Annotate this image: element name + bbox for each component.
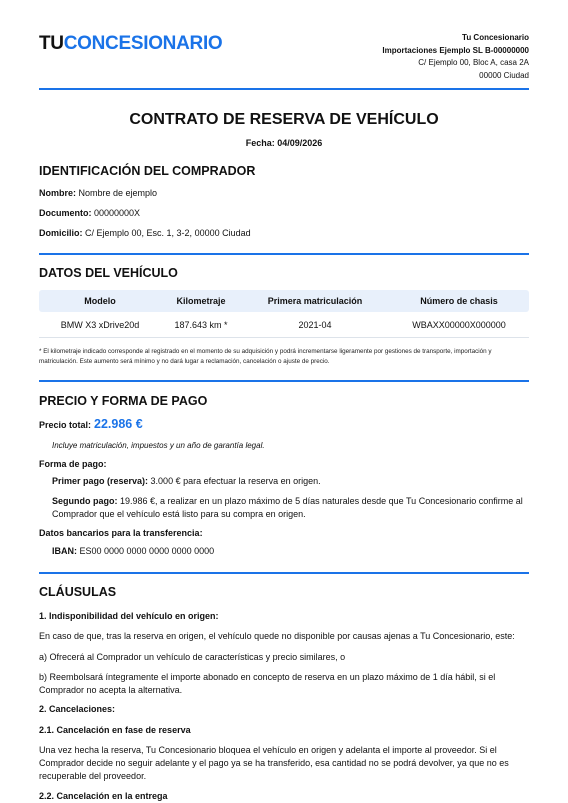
clauses-heading: CLÁUSULAS xyxy=(39,585,117,599)
payment-heading: PRECIO Y FORMA DE PAGO xyxy=(39,394,208,408)
clause-2-1-title: 2.1. Cancelación en fase de reserva xyxy=(39,725,191,735)
clause-1-title: 1. Indisponibilidad del vehículo en origen: xyxy=(39,611,219,621)
col-header-chassis: Número de chasis xyxy=(420,296,498,306)
cell-mileage: 187.643 km * xyxy=(174,319,228,330)
second-payment-text: 19.986 €, a realizar en un plazo máximo de 5 días naturales desde que Tu Concesionario confirme al Comprador que el vehículo está listo para su compra en origen. xyxy=(52,496,523,519)
document-date: Fecha: 04/09/2026 xyxy=(245,138,323,148)
second-payment-label: Segundo pago: xyxy=(52,496,118,506)
table-row xyxy=(39,312,529,338)
col-header-mileage: Kilometraje xyxy=(176,296,226,306)
clause-1-option-b: b) Reembolsará íntegramente el importe abonado en concepto de reserva en un plazo máximo de 1 día hábil, si el Comprador no acepta la alternativa. xyxy=(39,672,496,695)
company-address: C/ Ejemplo 00, Bloc A, casa 2A xyxy=(418,58,529,67)
buyer-address-value: C/ Ejemplo 00, Esc. 1, 3-2, 00000 Ciudad xyxy=(82,228,251,238)
second-payment xyxy=(52,495,529,521)
document-title: CONTRATO DE RESERVA DE VEHÍCULO xyxy=(129,111,439,128)
company-logo xyxy=(39,33,222,55)
logo-part2: CONCESIONARIO xyxy=(63,33,223,54)
total-price xyxy=(39,417,143,431)
vehicle-table xyxy=(39,290,529,338)
clause-2-1-text: Una vez hecha la reserva, Tu Concesionario bloquea el vehículo en origen y adelanta el importe al proveedor. Si el Comprador decide no seguir adelante y el pago ya se ha transferido, esa cantidad no se podrá devolver, ya que no es recuperable del proveedor. xyxy=(39,745,509,781)
section-divider xyxy=(39,572,529,574)
company-city: 00000 Ciudad xyxy=(479,70,529,80)
clause-2-2-title: 2.2. Cancelación en la entrega xyxy=(39,791,168,801)
iban-label: IBAN: xyxy=(52,546,77,556)
section-divider xyxy=(39,380,529,382)
vehicle-table-header xyxy=(39,290,529,312)
price-note: Incluye matriculación, impuestos y un año de garantía legal. xyxy=(52,441,265,450)
vehicle-heading: DATOS DEL VEHÍCULO xyxy=(39,266,178,280)
logo-part1: TU xyxy=(39,33,64,54)
first-payment-label: Primer pago (reserva): xyxy=(52,476,149,486)
buyer-address xyxy=(39,227,529,240)
col-header-registration: Primera matriculación xyxy=(267,296,363,306)
header-divider xyxy=(39,88,529,90)
buyer-heading: IDENTIFICACIÓN DEL COMPRADOR xyxy=(39,164,256,178)
payment-method-label: Forma de pago: xyxy=(39,459,107,469)
buyer-doc-value: 00000000X xyxy=(91,208,141,218)
buyer-name-label: Nombre: xyxy=(39,188,77,198)
clause-1-text: En caso de que, tras la reserva en origen, el vehículo quede no disponible por causas ajenas a Tu Concesionario, este: xyxy=(39,631,515,641)
first-payment-text: 3.000 € para efectuar la reserva en origen. xyxy=(148,476,321,486)
iban-value: ES00 0000 0000 0000 0000 0000 xyxy=(77,546,215,556)
cell-model: BMW X3 xDrive20d xyxy=(60,319,140,330)
col-header-model: Modelo xyxy=(84,296,116,306)
clause-2-title: 2. Cancelaciones: xyxy=(39,704,116,714)
first-payment xyxy=(52,475,529,488)
clause-1-option-a: a) Ofrecerá al Comprador un vehículo de características y precio similares, o xyxy=(39,652,346,662)
bank-details-label: Datos bancarios para la transferencia: xyxy=(39,528,203,538)
company-name: Tu Concesionario xyxy=(462,33,529,42)
buyer-name xyxy=(39,187,529,200)
buyer-doc-label: Documento: xyxy=(39,208,92,218)
buyer-address-label: Domicilio: xyxy=(39,228,83,238)
cell-registration: 2021-04 xyxy=(298,319,332,330)
price-label: Precio total: xyxy=(39,420,92,430)
section-divider xyxy=(39,253,529,255)
iban xyxy=(52,545,529,558)
company-legal: Importaciones Ejemplo SL B-00000000 xyxy=(382,45,529,55)
mileage-note: * El kilometraje indicado corresponde al registrado en el momento de su adquisición y podrá incrementarse ligeramente por gestiones de transporte, importación y matriculación. Este aumento será mínimo y no dará lugar a reclamación, cancelación o ajuste de precio. xyxy=(39,348,492,365)
cell-chassis: WBAXX00000X000000 xyxy=(412,319,506,330)
company-info xyxy=(382,32,529,82)
buyer-name-value: Nombre de ejemplo xyxy=(76,188,158,198)
buyer-document xyxy=(39,207,529,220)
price-value: 22.986 € xyxy=(94,417,143,431)
